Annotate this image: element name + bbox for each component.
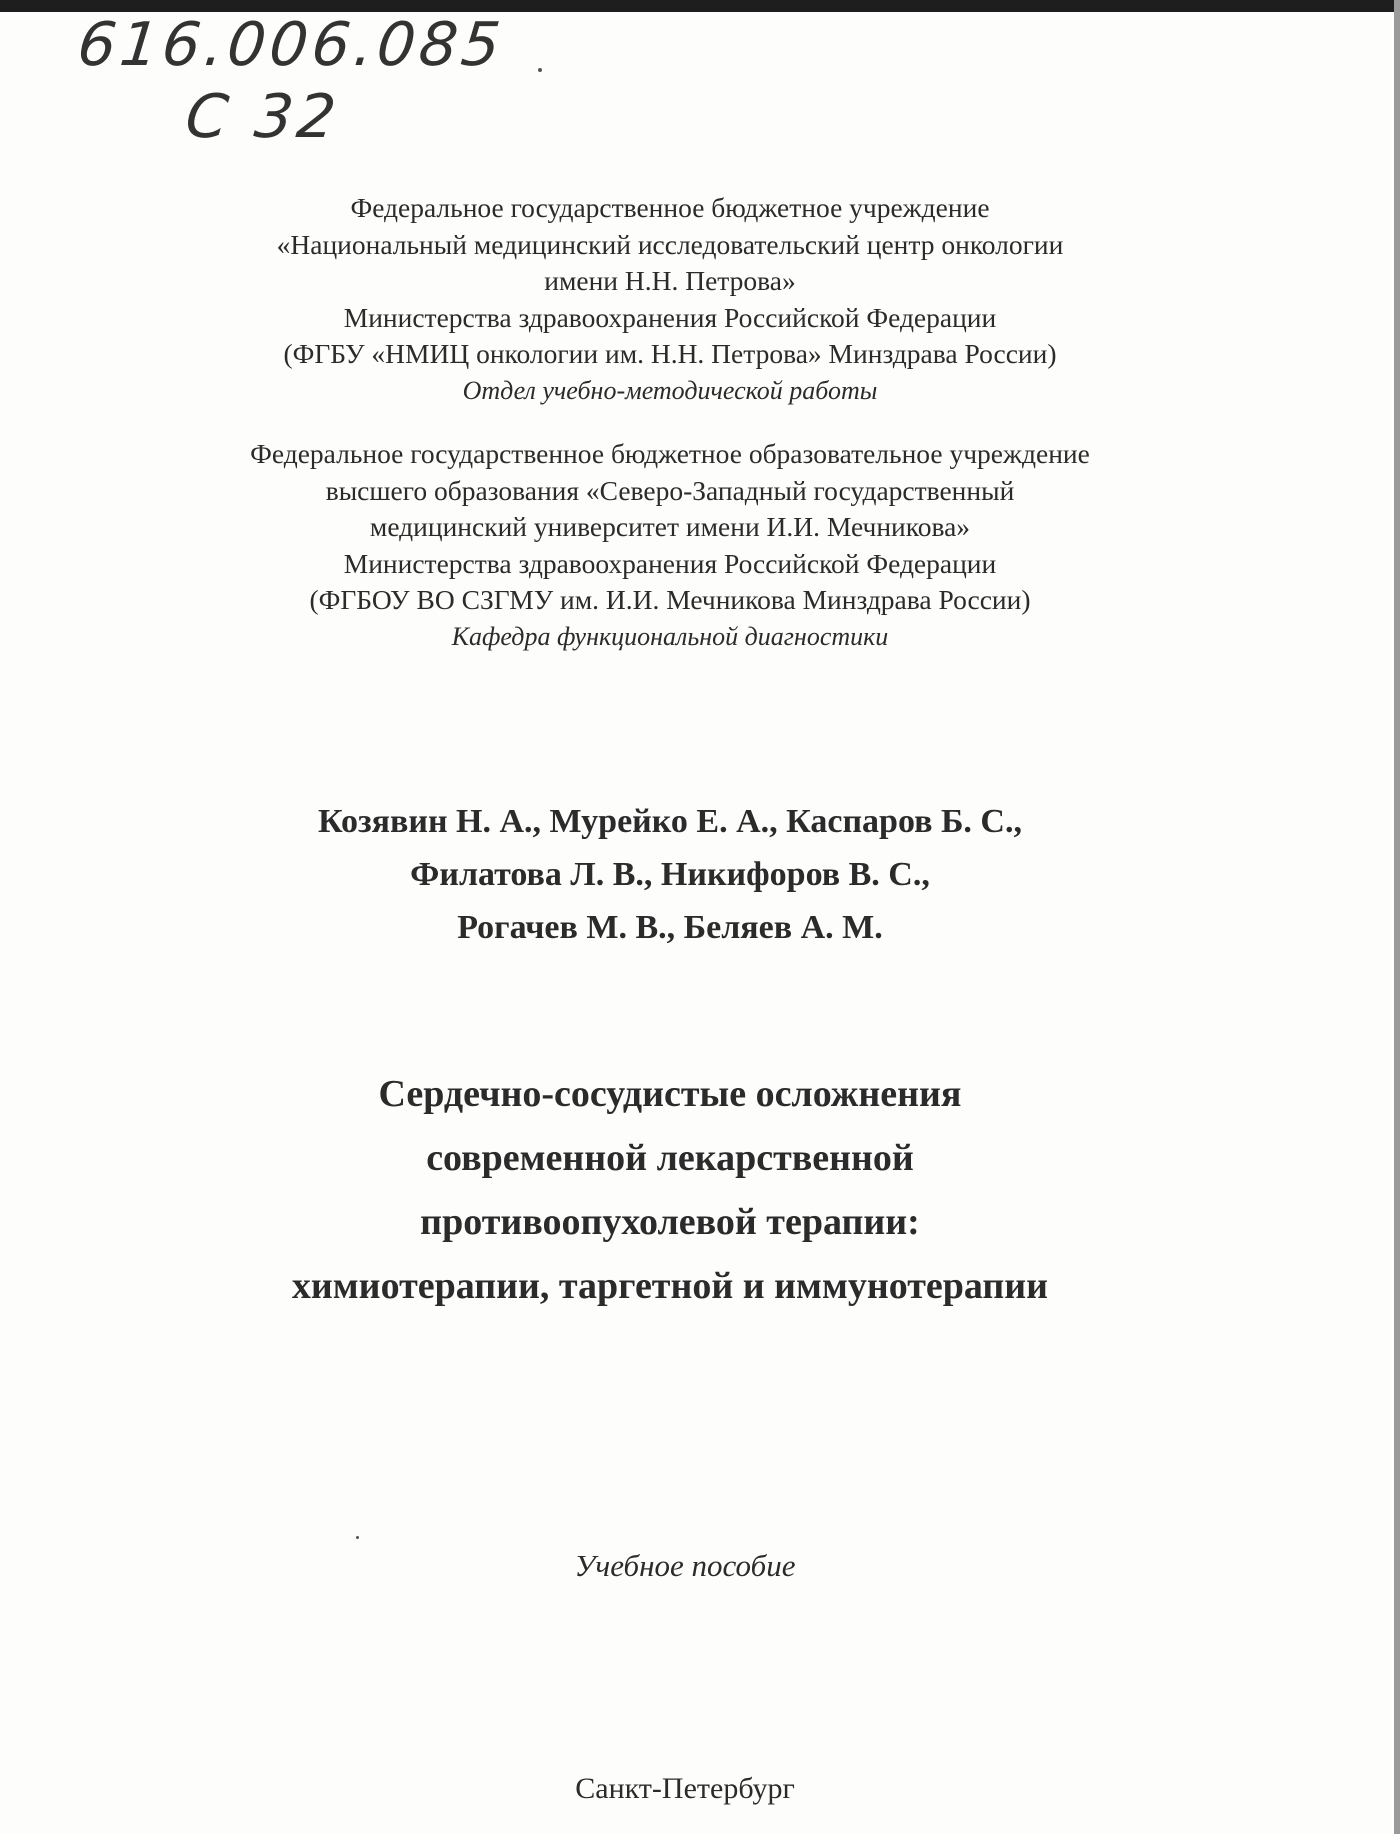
authors-line: Рогачев М. В., Беляев А. М. [457,909,883,946]
publication-city: Санкт-Петербург [575,1772,795,1805]
authors-line: Козявин Н. А., Мурейко Е. А., Каспаров Б. С., [317,803,1022,840]
handwritten-classification-code: 616.006.085 [74,10,508,80]
handwritten-shelf-mark: С 32 [182,82,344,152]
institution-1-line: (ФГБУ «НМИЦ онкологии им. Н.Н. Петрова» Минздрава России) [283,338,1057,369]
publication-type: Учебное пособие [574,1548,796,1583]
title-line: противоопухолевой терапии: [420,1201,920,1243]
institution-2-line: медицинский университет имени И.И. Мечникова» [369,511,971,542]
institution-2-line: Федеральное государственное бюджетное образовательное учреждение [250,438,1090,469]
title-line: химиотерапии, таргетной и иммунотерапии [291,1265,1049,1307]
scan-right-edge [1394,0,1400,1834]
institution-1-line: «Национальный медицинский исследовательский центр онкологии [276,228,1064,260]
institution-2-department: Кафедра функциональной диагностики [451,621,889,651]
institution-2-line: (ФГБОУ ВО СЗГМУ им. И.И. Мечникова Минздрава России) [309,584,1031,615]
book-title [0,1062,1340,1318]
institution-1-department: Отдел учебно-методической работы [462,375,878,405]
scan-speck [538,68,542,72]
institution-1-line: имени Н.Н. Петрова» [544,265,796,296]
scan-speck [356,1536,359,1539]
title-line: Сердечно-сосудистые осложнения [378,1073,962,1115]
title-line: современной лекарственной [426,1137,914,1179]
institution-2-line: Министерства здравоохранения Российской Федерации [343,547,997,579]
institution-1-line: Министерства здравоохранения Российской Федерации [343,301,997,333]
authors-block [0,795,1340,954]
institution-1-block [0,190,1340,409]
authors-line: Филатова Л. В., Никифоров В. С., [410,856,930,893]
institution-1-line: Федеральное государственное бюджетное учреждение [350,192,990,223]
institution-2-block [0,436,1340,655]
institution-2-line: высшего образования «Северо-Западный государственный [325,474,1015,506]
